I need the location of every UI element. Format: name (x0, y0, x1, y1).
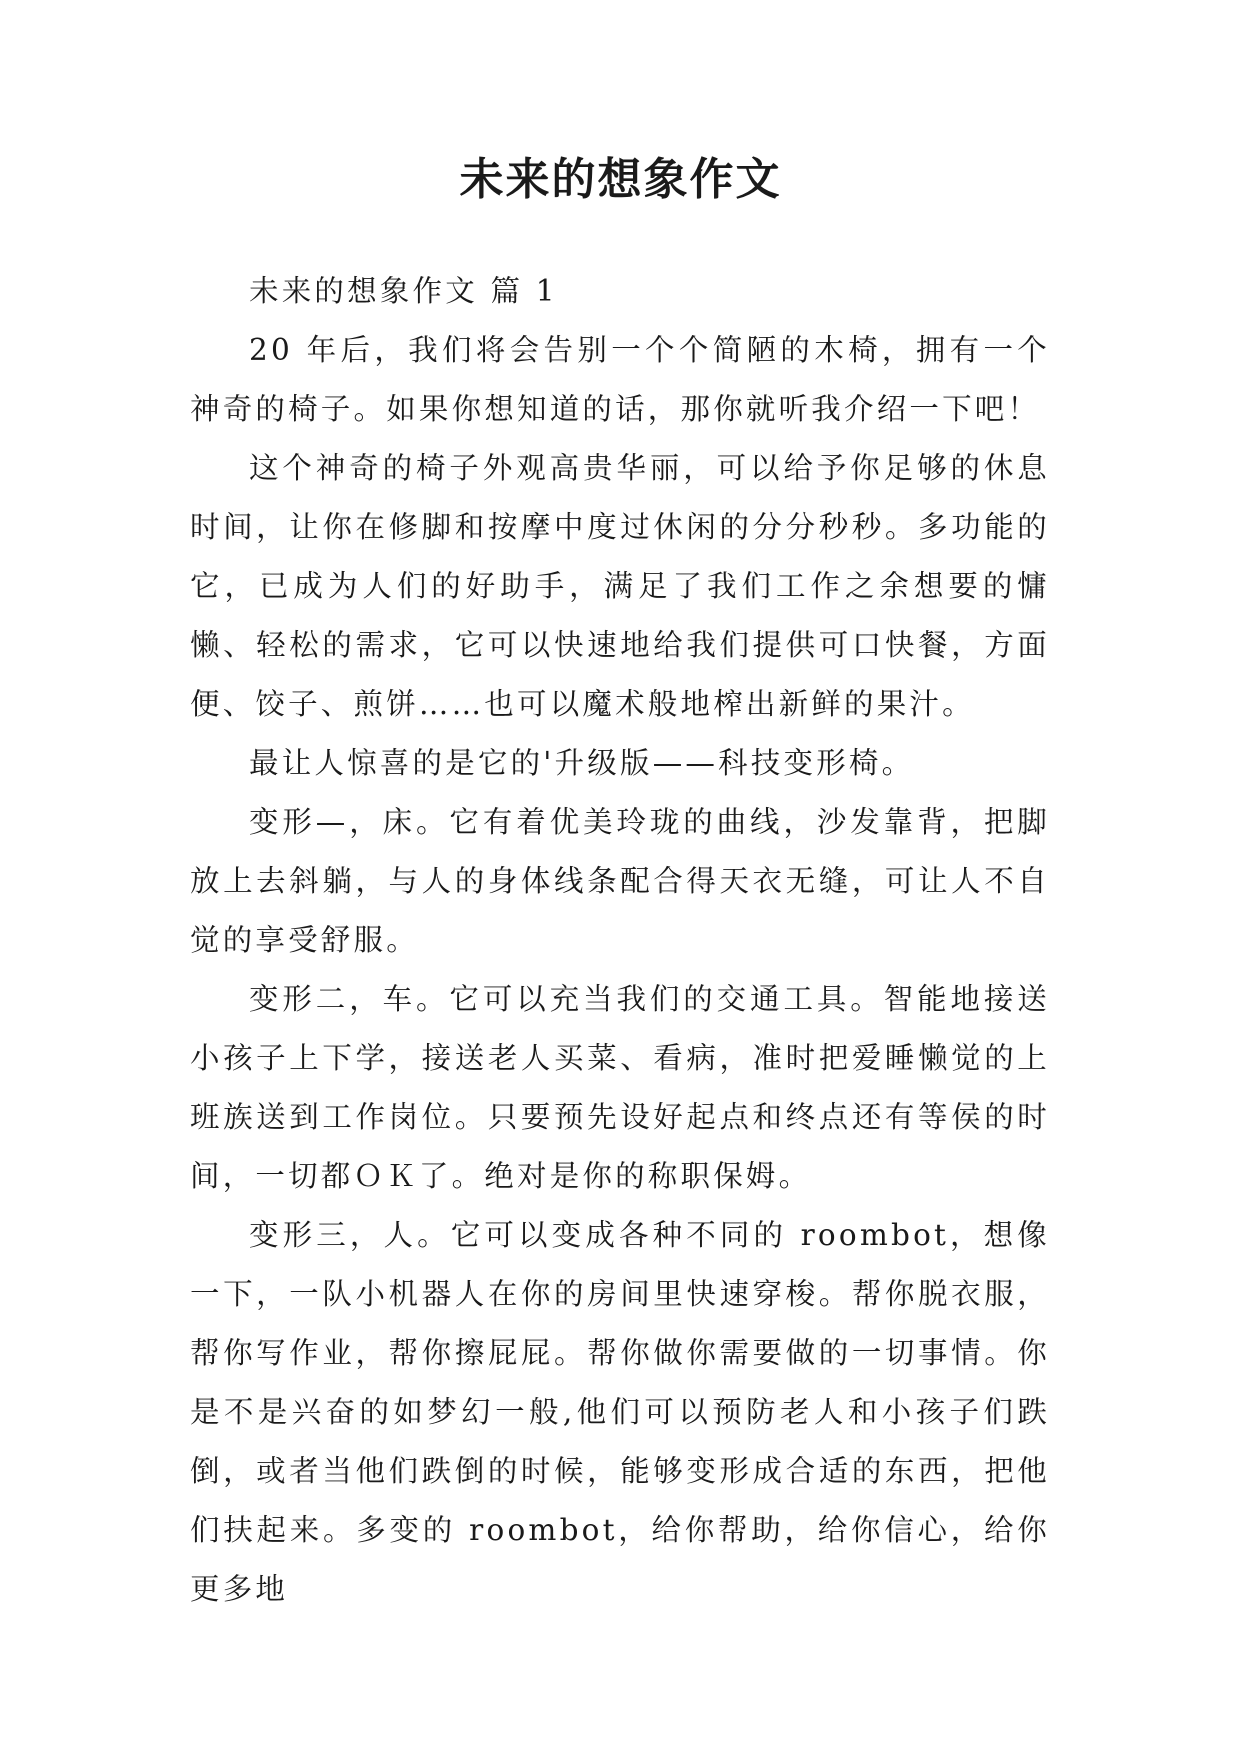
paragraph: 变形二，车。它可以充当我们的交通工具。智能地接送小孩子上下学，接送老人买菜、看病，准时把爱睡懒觉的上班族送到工作岗位。只要预先设好起点和终点还有等侯的时间，一切都ＯＫ了。绝对是你的称职保姆。 (190, 982, 1050, 1193)
document-body (190, 262, 1050, 1619)
paragraph: 20 年后，我们将会告别一个个简陋的木椅，拥有一个神奇的椅子。如果你想知道的话，那你就听我介绍一下吧！ (190, 333, 1050, 426)
paragraph: 最让人惊喜的是它的'升级版——科技变形椅。 (249, 746, 915, 780)
paragraph: 变形三，人。它可以变成各种不同的 roombot，想像一下，一队小机器人在你的房间里快速穿梭。帮你脱衣服，帮你写作业，帮你擦屁屁。帮你做你需要做的一切事情。你是不是兴奋的如梦幻一般,他们可以预防老人和小孩子们跌倒，或者当他们跌倒的时候，能够变形成合适的东西，把他们扶起来。多变的 roombot，给你帮助，给你信心，给你更多地 (190, 1218, 1050, 1606)
paragraph: 这个神奇的椅子外观高贵华丽，可以给予你足够的休息时间，让你在修脚和按摩中度过休闲的分分秒秒。多功能的它，已成为人们的好助手，满足了我们工作之余想要的慵懒、轻松的需求，它可以快速地给我们提供可口快餐，方面便、饺子、煎饼……也可以魔术般地榨出新鲜的果汁。 (190, 451, 1050, 721)
paragraph: 变形—，床。它有着优美玲珑的曲线，沙发靠背，把脚放上去斜躺，与人的身体线条配合得天衣无缝，可让人不自觉的享受舒服。 (190, 805, 1050, 957)
document-title: 未来的想象作文 (459, 154, 782, 205)
section-heading: 未来的想象作文 篇 1 (249, 274, 558, 308)
